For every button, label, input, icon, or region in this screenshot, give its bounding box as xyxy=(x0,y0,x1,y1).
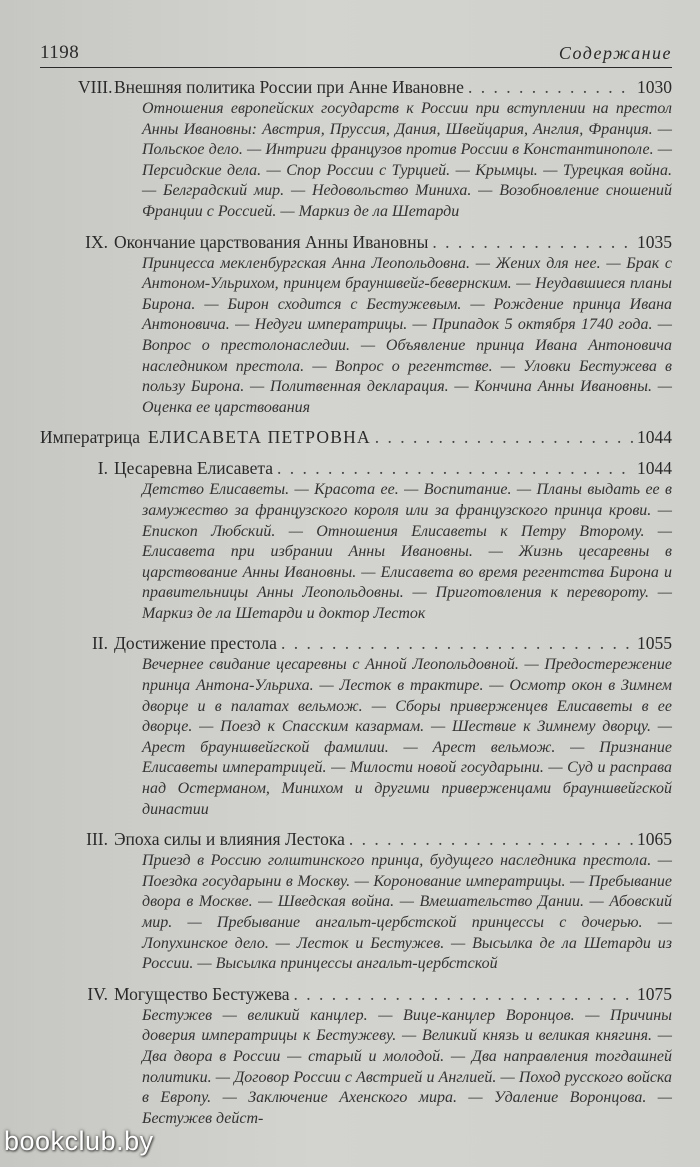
toc-entry-title-row xyxy=(78,828,672,851)
chapter-number: VIII. xyxy=(78,77,113,97)
page-reference: 1055 xyxy=(637,633,672,654)
chapter-number: III. xyxy=(86,829,108,850)
page-header xyxy=(40,34,672,68)
chapter-number: I. xyxy=(97,458,108,479)
chapter-number: II. xyxy=(91,633,108,654)
page-reference: 1044 xyxy=(637,458,672,479)
chapter-summary: Отношения европейских государств к России при вступлении на престол Анны Ивановны: Австрия, Пруссия, Дания, Швейцария, Англия, Франция. — Польское дело. — Интриги французов против России в Константинополе. — Персидские дела. — Спор России с Турцией. — Крымцы. — Турецкая война. — Белградский мир. — Недовольство Миниха. — Возобновление сношений Франции с Россией. — Маркиз де ла Шетарди xyxy=(142,100,672,220)
chapter-title: Цесаревна Елисавета xyxy=(114,458,273,479)
toc-entry-chapter-8 xyxy=(40,76,672,223)
chapter-summary: Принцесса мекленбургская Анна Леопольдовна. — Жених для нее. — Брак с Антоном-Ульрихом, принцем брауншвейг-бевернским. — Неудавшиеся планы Бирона. — Бирон сходится с Бестужевым. — Рождение принца Ивана Антоновича. — Недуги императрицы. — Припадок 5 октября 1740 года. — Вопрос о престолонаследии. — Объявление принца Ивана Антоновича наследником престола. — Вопрос о регентстве. — Уловки Бестужева в пользу Бирона. — Политвенная декларация. — Кончина Анны Ивановны. — Оценка ее царствования xyxy=(142,254,672,416)
toc-entry-chapter-4 xyxy=(40,983,672,1130)
toc-entry-title-row xyxy=(78,632,672,655)
dot-leader xyxy=(294,983,633,1006)
chapter-number: IX. xyxy=(85,231,108,252)
chapter-summary: Вечернее свидание цесаревны с Анной Леопольдовной. — Предостережение принца Антона-Ульриха. — Лесток в трактире. — Осмотр окон в Зимнем дворце и в палатах вельмож. — Сборы приверженцев Елисаветы в ее дворце. — Поезд к Спасским казармам. — Шествие к Зимнему дворцу. — Арест брауншвейгской фамилии. — Арест вельмож. — Признание Елисаветы императрицей. — Милости новой государыни. — Суд и расправа над Остерманом, Минихом и другими приверженцами брауншвейгской династии xyxy=(142,656,672,818)
toc-entry-title-row xyxy=(78,457,672,480)
chapter-title: Достижение престола xyxy=(114,633,277,654)
toc-entry-title-row xyxy=(78,76,672,99)
dot-leader xyxy=(432,231,633,254)
toc-entry-title-row xyxy=(78,983,672,1006)
chapter-title: Эпоха силы и влияния Лестока xyxy=(114,829,345,850)
chapter-number: IV. xyxy=(87,983,108,1004)
toc-entry-empress-elisaveta xyxy=(40,426,672,449)
part-label: Императрица xyxy=(40,427,141,448)
toc-entry-title-row xyxy=(78,231,672,254)
toc-entry-chapter-9 xyxy=(40,231,672,419)
dot-leader xyxy=(349,828,633,851)
watermark: bookclub.by xyxy=(4,1126,154,1156)
part-title: ЕЛИСАВЕТА ПЕТРОВНА xyxy=(148,427,371,448)
page-reference: 1044 xyxy=(637,427,672,448)
table-of-contents xyxy=(40,76,672,1137)
chapter-summary: Приезд в Россию голштинского принца, будущего наследника престола. — Поездка государыни в Москву. — Коронование императрицы. — Пребывание двора в Москве. — Шведская война. — Вмешательство Дании. — Абовский мир. — Пребывание ангальт-цербстской принцессы с дочерью. — Лопухинское дело. — Лесток и Бестужев. — Высылка де ла Шетарди из России. — Высылка принцессы ангальт-цербстской xyxy=(142,852,672,973)
chapter-title: Окончание царствования Анны Ивановны xyxy=(114,231,429,252)
page-reference: 1075 xyxy=(637,983,672,1004)
dot-leader xyxy=(281,632,633,655)
toc-entry-title-row xyxy=(40,426,672,449)
page-number: 1198 xyxy=(40,42,80,63)
toc-entry-chapter-3 xyxy=(40,828,672,975)
toc-entry-chapter-1 xyxy=(40,457,672,624)
page-reference: 1030 xyxy=(637,77,672,97)
dot-leader xyxy=(277,457,633,480)
chapter-title: Внешняя политика России при Анне Ивановне xyxy=(114,77,464,97)
dot-leader xyxy=(468,76,633,99)
chapter-summary: Детство Елисаветы. — Красота ее. — Воспитание. — Планы выдать ее в замужество за французского короля или за французского принца крови. — Епископ Любский. — Отношения Елисаветы к Петру Второму. — Елисавета при избрании Анны Ивановны. — Жизнь цесаревны в царствование Анны Ивановны. — Елисавета во время регентства Бирона и правительницы Анны Леопольдовны. — Приготовления к перевороту. — Маркиз де ла Шетарди и доктор Лесток xyxy=(142,481,672,622)
page-reference: 1065 xyxy=(637,829,672,850)
toc-entry-chapter-2 xyxy=(40,632,672,820)
chapter-title: Могущество Бестужева xyxy=(114,983,290,1004)
chapter-summary: Бестужев — великий канцлер. — Вице-канцлер Воронцов. — Причины доверия императрицы к Бестужеву. — Великий князь и великая княгиня. — Два двора в России — старый и молодой. — Два направления тогдашней политики. — Договор России с Австрией и Англией. — Поход русского войска в Европу. — Заключение Ахенского мира. — Удаление Воронцова. — Бестужев дейст- xyxy=(142,1006,672,1127)
dot-leader xyxy=(375,426,633,449)
page-reference: 1035 xyxy=(637,231,672,252)
running-title: Содержание xyxy=(558,43,672,63)
